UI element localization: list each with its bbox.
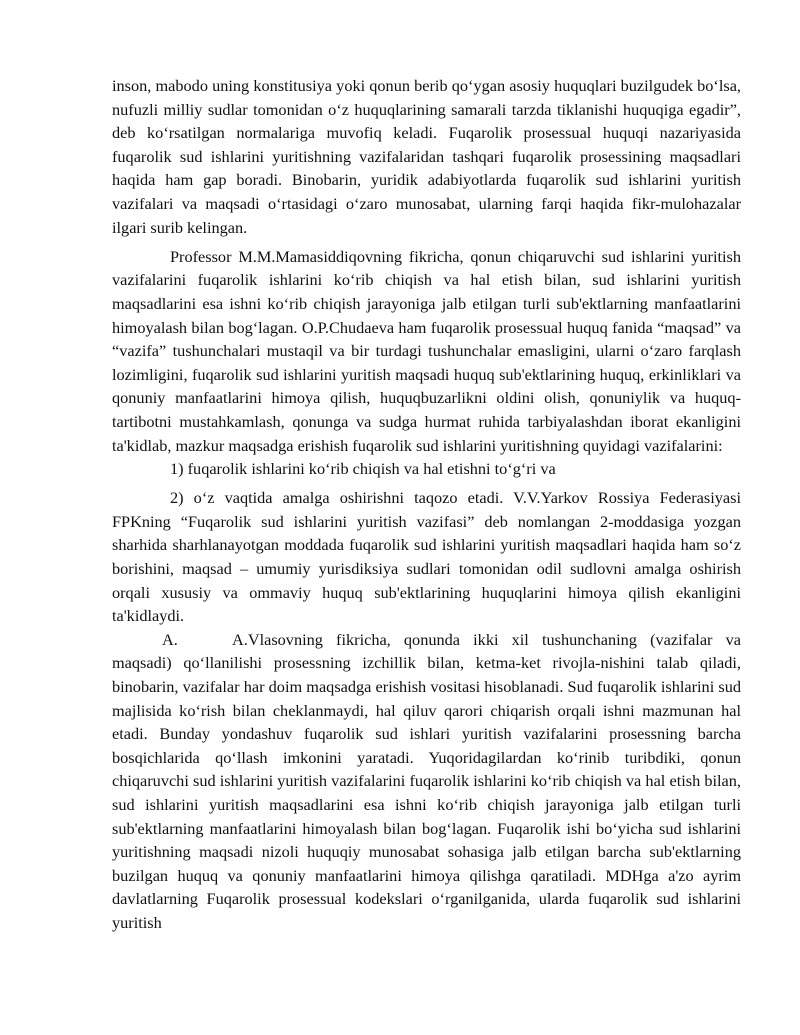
paragraph-vlasov bbox=[112, 628, 741, 935]
paragraph-vlasov-text: A.Vlasovning fikricha, qonunda ikki xil tushunchaning (vazifalar va maqsadi) qo‘llanilishi prosessning izchillik bilan, ketma-ket rivojla-nishini talab qiladi, binobarin, vazifalar har doim maqsadga erishish vositasi hisoblanadi. Sud fuqarolik ishlarini sud majlisida ko‘rish bilan cheklanmaydi, hal qiluv qarori chiqarish orqali ishni mazmunan hal etadi. Bunday yondashuv fuqarolik sud ishlari yuritish vazifalarini prosessning barcha bosqichlarida qo‘llash imkonini yaratadi. Yuqoridagilardan ko‘rinib turibdiki, qonun chiqaruvchi sud ishlarini yuritish vazifalarini fuqarolik ishlarini ko‘rib chiqish va hal etish bilan, sud ishlarini yuritish maqsadlarini esa ishni ko‘rib chiqish jarayoniga jalb etilgan turli sub'ektlarning manfaatlarini himoyalash bilan bog‘lagan. Fuqarolik ishi bo‘yicha sud ishlarini yuritishning maqsadi nizoli huquqiy munosabat sohasiga jalb etilgan barcha sub'ektlarning buzilgan huquq va qonuniy manfaatlarini himoya qilishga qaratiladi. MDHga a'zo ayrim davlatlarning Fuqarolik prosessual kodekslari o‘rganilganida, ularda fuqarolik sud ishlarini yuritish bbox=[112, 629, 741, 932]
paragraph-continuation: inson, mabodo uning konstitusiya yoki qonun berib qo‘ygan asosiy huquqlari buzilgudek bo‘lsa, nufuzli milliy sudlar tomonidan o‘z huquqlarining samarali tarzda tiklanishi huquqiga egadir”, deb ko‘rsatilgan normalariga muvofiq keladi. Fuqarolik prosessual huquqi nazariyasida fuqarolik sud ishlarini yuritishning vazifalaridan tashqari fuqarolik prosessining maqsadlari haqida ham gap boradi. Binobarin, yuridik adabiyotlarda fuqarolik sud ishlarini yuritish vazifalari va maqsadi o‘rtasidagi o‘zaro munosabat, ularning farqi haqida fikr-mulohazalar ilgari surib kelingan. bbox=[112, 76, 741, 237]
paragraph-enum-label: A. bbox=[162, 629, 178, 649]
list-item-2-yarkov: 2) o‘z vaqtida amalga oshirishni taqozo etadi. V.V.Yarkov Rossiya Federasiyasi FPKning “Fuqarolik sud ishlarini yuritish vazifasi” deb nomlangan 2-moddasiga yozgan sharhida sharhlanayotgan moddada fuqarolik sud ishlarini yuritish maqsadlari haqida ham so‘z borishini, maqsad – umumiy yurisdiksiya sudlari tomonidan odil sudlovni amalga oshirish orqali xususiy va ommaviy huquq sub'ektlarining huquqlarini himoya qilish ekanligini ta'kidlaydi. bbox=[112, 488, 741, 626]
paragraph-mamasiddiqov: Professor M.M.Mamasiddiqovning fikricha, qonun chiqaruvchi sud ishlarini yuritish vazifalarini fuqarolik ishlarini ko‘rib chiqish va hal etish bilan, sud ishlarini yuritish maqsadlarini esa ishni ko‘rib chiqish jarayoniga jalb etilgan turli sub'ektlarning manfaatlarini himoyalash bilan bog‘lagan. O.P.Chudaeva ham fuqarolik prosessual huquq fanida “maqsad” va “vazifa” tushunchalari mustaqil va bir turdagi tushunchalar emasligini, ularni o‘zaro farqlash lozimligini, fuqarolik sud ishlarini yuritish maqsadi huquq sub'ektlarining huquq, erkinliklari va qonuniy manfaatlarini himoya qilish, huquqbuzarlikni oldini olish, qonuniylik va huquq-tartibotni mustahkamlash, qonunga va sudga hurmat ruhida tarbiyalashdan iborat ekanligini ta'kidlab, mazkur maqsadga erishish fuqarolik sud ishlarini yuritishning quyidagi vazifalarini: bbox=[112, 246, 741, 455]
list-item-1: 1) fuqarolik ishlarini ko‘rib chiqish va hal etishni to‘g‘ri va bbox=[170, 459, 556, 479]
document-page bbox=[112, 74, 741, 935]
